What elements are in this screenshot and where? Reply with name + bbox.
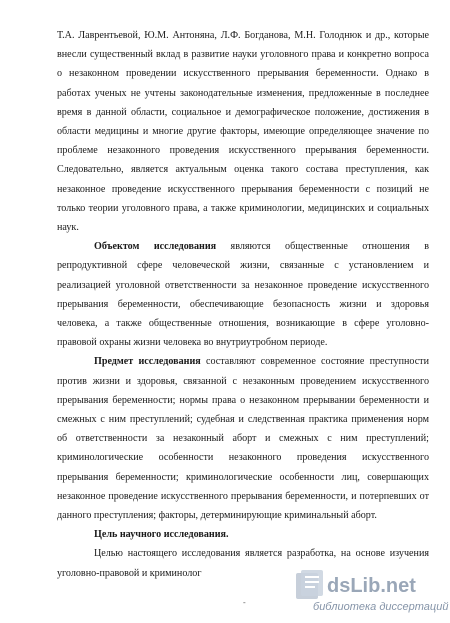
paragraph-subject — [57, 352, 429, 525]
document-text — [57, 26, 429, 583]
object-text: являются общественные отношения в репродуктивной сфере человеческой жизни, связанные с установлением и реализацией уголовной ответственности за незаконное проведение искусственного прерывания беременности, обеспечивающие безопасность жизни и здоровья человека, а также общественные отношения, возникающие в сфере уголовно-правовой охраны жизни человека во внутриутробном периоде. — [57, 241, 429, 349]
paragraph-object — [57, 237, 429, 352]
watermark-subtitle: библиотека диссертаций — [313, 601, 449, 613]
paragraph-1: Т.А. Лаврентьевой, Ю.М. Антоняна, Л.Ф. Богданова, М.Н. Голоднюк и др., которые внесли существенный вклад в развитие науки уголовного права и конкретно вопроса о незаконном проведении искусственного прерывания беременности. Однако в работах ученых не учтены законодательные изменения, предложенные в последнее время в данной области, социальное и демографическое положение, достижения в области медицины и многие другие факторы, имеющие определяющее значение по проблеме незаконного проведения искусственного прерывания беременности. Следовательно, является актуальным оценка такого состава преступления, как незаконное проведение искусственного прерывания беременности с позиций не только теории уголовного права, а также криминологии, медицинских и социальных наук. — [57, 30, 429, 234]
page-number: - — [243, 598, 246, 607]
goal-heading: Цель научного исследования. — [94, 529, 229, 541]
object-heading: Объектом исследования — [94, 241, 217, 253]
subject-text: составляют современное состояние преступности против жизни и здоровья, связанной с незаконным проведением искусственного прерывания беременности; нормы права о незаконном прерывании беременности и смежных с ним преступлений; судебная и следственная практика применения норм об ответственности за незаконный аборт и смежных с ним преступлений; криминологические особенности незаконного проведения искусственного прерывания беременности; криминологические особенности лиц, совершающих незаконное проведение искусственного прерывания беременности, и потерпевших от данного преступления; факторы, детерминирующие криминальный аборт. — [57, 356, 429, 522]
paragraph-goal: Целью настоящего исследования является разработка, на основе изучения уголовно-правовой и криминолог — [57, 548, 429, 579]
dslib-logo-icon — [293, 567, 329, 603]
subject-heading: Предмет исследования — [94, 356, 201, 368]
dslib-watermark — [293, 567, 449, 617]
watermark-brand: dsLib.net — [327, 575, 416, 597]
